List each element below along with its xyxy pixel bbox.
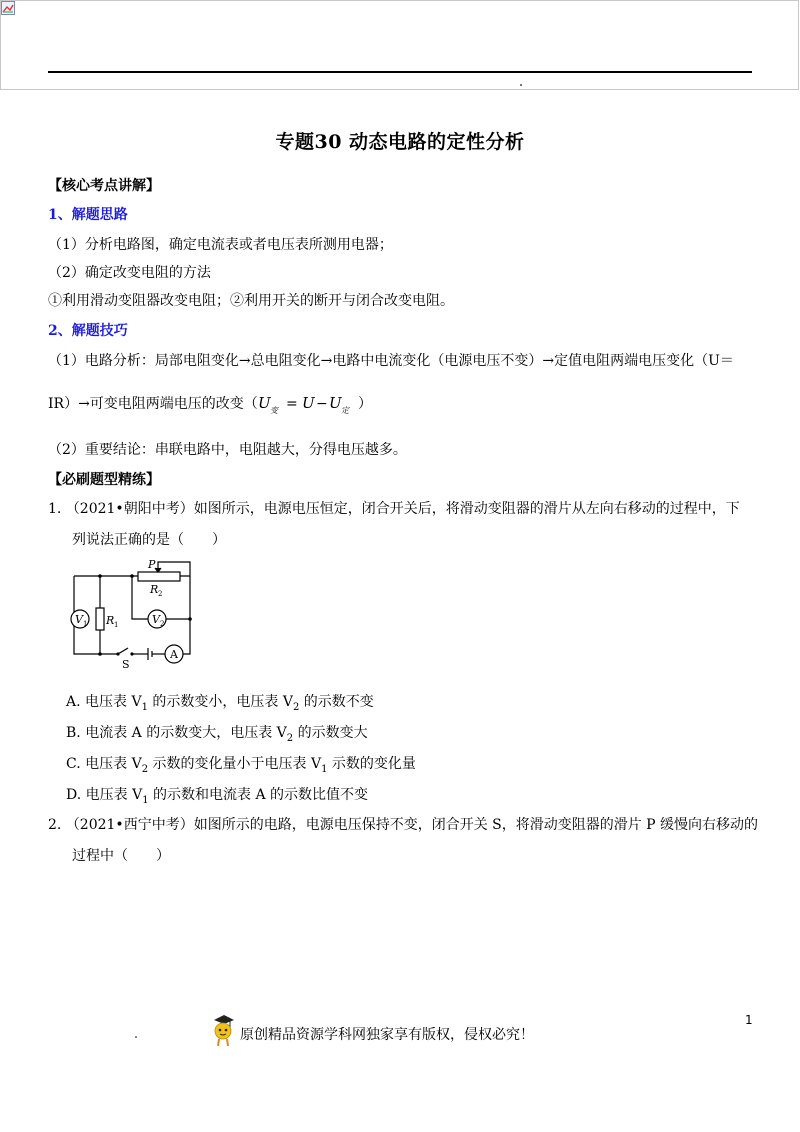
svg-text:变: 变	[270, 406, 278, 415]
q1-option-b: B. 电流表 A 的示数变大，电压表 $V_2$ 的示数变大	[66, 725, 368, 744]
s-label: S	[122, 658, 130, 670]
r2-sub: 2	[158, 590, 163, 598]
q1-option-d: D. 电压表 $V_1$ 的示数和电流表 A 的示数比值不变	[66, 787, 369, 806]
section1-heading: 1、解题思路	[48, 207, 128, 223]
svg-text:U: U	[258, 394, 271, 412]
q2-line1: 2. （2021•西宁中考）如图所示的电路，电源电压保持不变，闭合开关 S，将滑动变阻器的滑片 P 缓慢向右移动的	[48, 817, 759, 833]
v2-label: V	[152, 613, 160, 626]
q2-line2: 过程中（ ）	[72, 848, 170, 864]
r1-sub: 1	[114, 621, 119, 629]
section2-line2-prefix: IR）→可变电阻两端电压的改变（	[48, 396, 258, 412]
core-header: 【核心考点讲解】	[48, 178, 160, 194]
page-number: 1	[745, 1013, 753, 1027]
header-frame	[0, 0, 799, 90]
svg-text:定: 定	[341, 406, 349, 415]
section2-line1: （1）电路分析：局部电阻变化→总电阻变化→电路中电流变化（电源电压不变）→定值电阻两端电压变化（U＝	[48, 353, 734, 369]
section2-line2-suffix: ）	[358, 396, 372, 412]
v2-sub: 2	[160, 620, 165, 628]
svg-text:−: −	[316, 396, 328, 412]
mascot-icon	[210, 1013, 238, 1047]
svg-text:=: =	[286, 396, 298, 412]
formula-image	[256, 391, 366, 417]
v1-label: V	[75, 613, 83, 626]
svg-text:U: U	[329, 394, 342, 412]
broken-image-icon	[1, 1, 15, 15]
q1-line2: 列说法正确的是（ ）	[72, 532, 226, 548]
r1-label: R	[106, 614, 115, 627]
section2-heading: 2、解题技巧	[48, 323, 128, 339]
footer-dot	[135, 1036, 137, 1038]
section1-line1: （1）分析电路图，确定电流表或者电压表所测用电器；	[48, 237, 393, 253]
section1-line3: ①利用滑动变阻器改变电阻；②利用开关的断开与闭合改变电阻。	[48, 293, 454, 309]
q1-option-a: A. 电压表 $V_1$ 的示数变小，电压表 $V_2$ 的示数不变	[66, 694, 374, 713]
footer-copyright: 原创精品资源学科网独家享有版权，侵权必究！	[240, 1027, 534, 1043]
q1-option-c: C. 电压表 $V_2$ 示数的变化量小于电压表 $V_1$ 示数的变化量	[66, 756, 416, 775]
p-label: P	[148, 558, 156, 571]
svg-text:U: U	[302, 394, 315, 412]
q1-line1: 1. （2021•朝阳中考）如图所示，电源电压恒定，闭合开关后，将滑动变阻器的滑片从左向右移动的过程中，下	[48, 501, 740, 517]
page-title: 专题30 动态电路的定性分析	[275, 131, 525, 153]
practice-header: 【必刷题型精练】	[48, 472, 160, 488]
v1-sub: 1	[83, 620, 88, 628]
section1-line2: （2）确定改变电阻的方法	[48, 265, 211, 281]
a-label: A	[170, 648, 178, 661]
q1-circuit-diagram	[62, 558, 208, 670]
header-rule	[48, 71, 752, 73]
r2-label: R	[150, 583, 159, 596]
section2-line3: （2）重要结论：串联电路中，电阻越大，分得电压越多。	[48, 442, 407, 458]
header-dot	[520, 84, 522, 86]
